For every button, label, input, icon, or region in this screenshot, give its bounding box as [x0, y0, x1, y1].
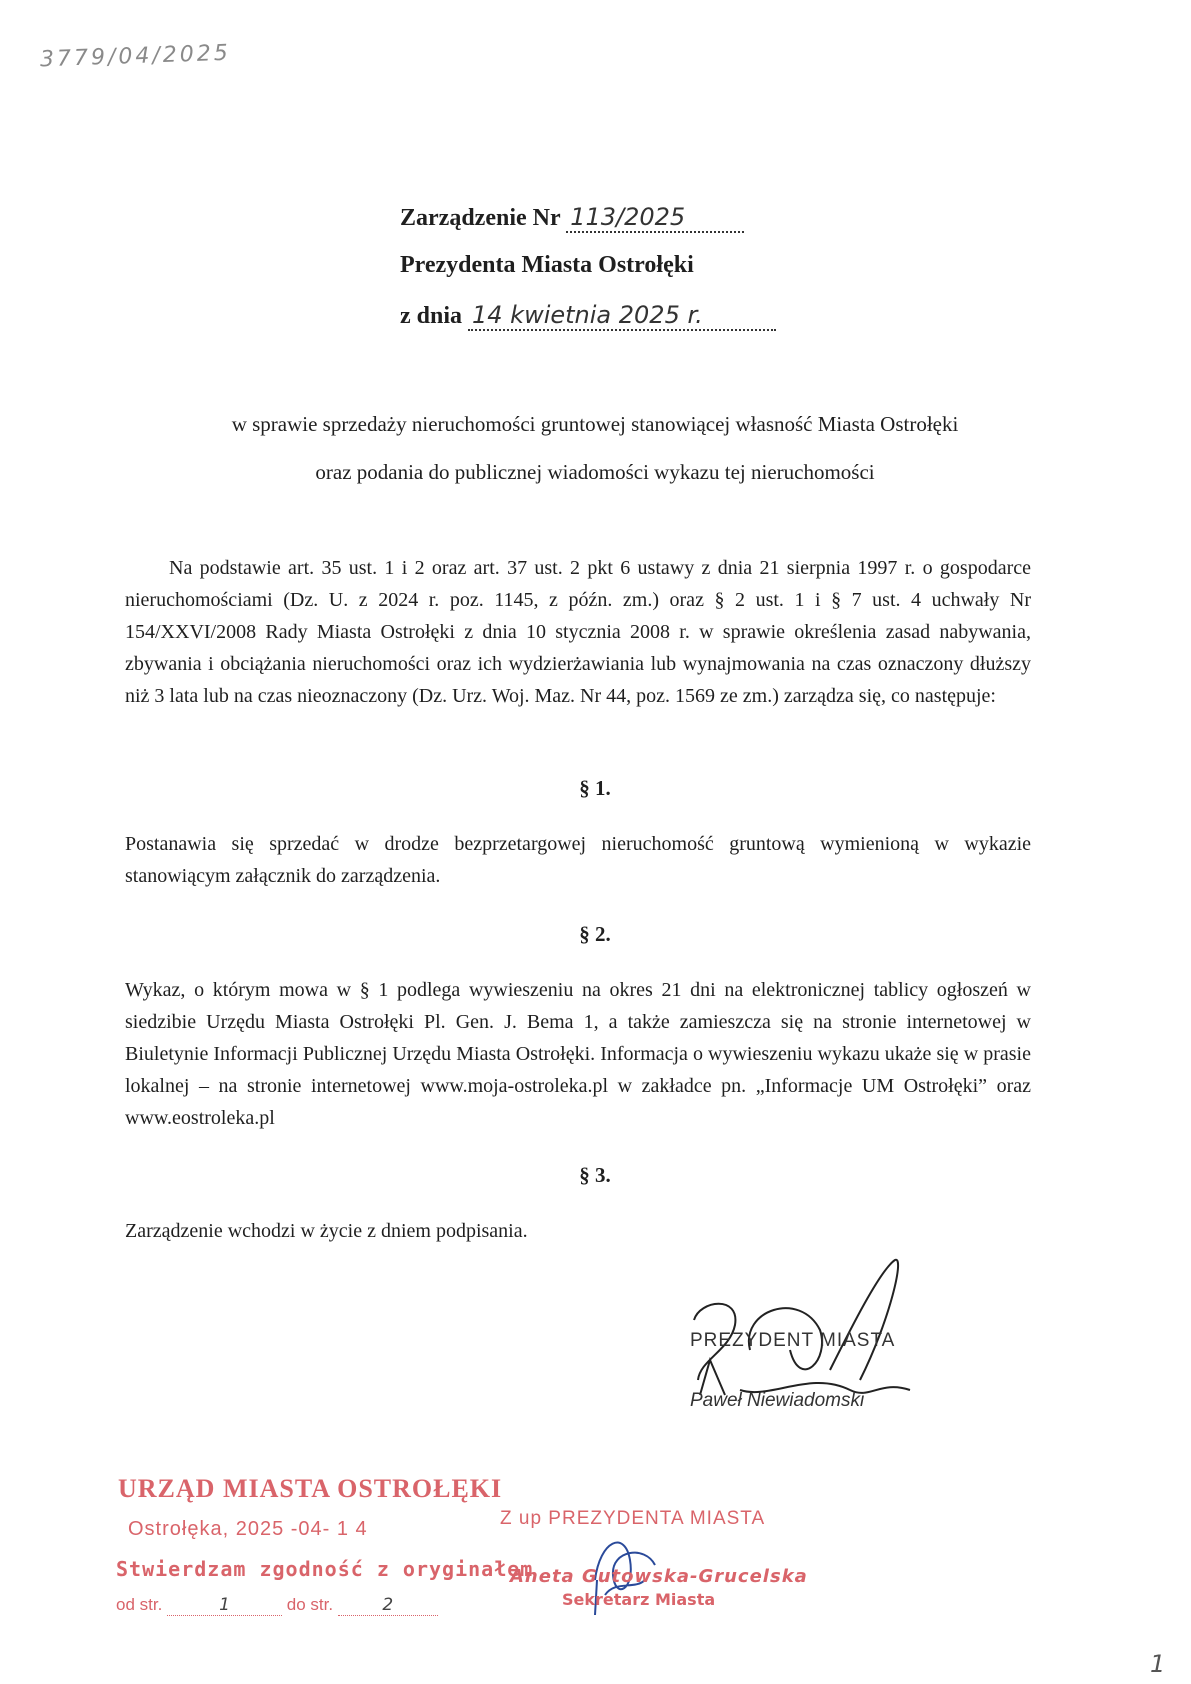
section-1-heading: § 1. [579, 776, 611, 800]
secretary-title: Sekretarz Miasta [562, 1590, 716, 1609]
ordinance-number-value: 113/2025 [566, 203, 744, 233]
section-3-heading: § 3. [579, 1163, 611, 1187]
pages-to-label: do str. [286, 1595, 334, 1614]
subject-block [100, 400, 1090, 496]
ordinance-date-line [400, 301, 776, 331]
certification-pages [116, 1595, 438, 1616]
secretary-name: Aneta Gutowska-Grucelska [510, 1566, 808, 1587]
zup-stamp: Z up PREZYDENTA MIASTA [500, 1508, 766, 1529]
mayor-stamp-name: Paweł Niewiadomski [690, 1390, 865, 1411]
pages-from-value: 1 [219, 1595, 230, 1615]
certification-text: Stwierdzam zgodność z oryginałem [116, 1557, 534, 1581]
subject-line-2: oraz podania do publicznej wiadomości wykazu tej nieruchomości [315, 460, 875, 484]
subject-line-1: w sprawie sprzedaży nieruchomości gruntowej stanowiącej własność Miasta Ostrołęki [231, 412, 959, 436]
section-1-text: Postanawia się sprzedać w drodze bezprzetargowej nieruchomość gruntową wymienioną w wykazie stanowiącym załącznik do zarządzenia. [125, 833, 1031, 887]
mayor-stamp-title: PREZYDENT MIASTA [690, 1330, 896, 1351]
ordinance-date-value: 14 kwietnia 2025 r. [468, 301, 776, 331]
section-2-heading: § 2. [579, 922, 611, 946]
ordinance-date-label: z dnia [400, 303, 463, 329]
section-3-text: Zarządzenie wchodzi w życie z dniem podpisania. [125, 1220, 528, 1242]
preamble: Na podstawie art. 35 ust. 1 i 2 oraz art. 37 ust. 2 pkt 6 ustawy z dnia 21 sierpnia 1997 r. o gospodarce nieruchomościami (Dz. U. z 2024 r. poz. 1145, z późn. zm.) oraz § 2 ust. 1 i § 7 ust. 4 uchwały Nr 154/XXVI/2008 Rady Miasta Ostrołęki z dnia 10 stycznia 2008 r. w sprawie określenia zasad nabywania, zbywania i obciążania nieruchomości oraz ich wydzierżawiania lub wynajmowania na czas oznaczony dłuższy niż 3 lata lub na czas nieoznaczony (Dz. Urz. Woj. Maz. Nr 44, poz. 1569 ze zm.) zarządza się, co następuje: [125, 557, 1031, 707]
office-stamp: URZĄD MIASTA OSTROŁĘKI [118, 1474, 503, 1503]
pages-to-value: 2 [382, 1595, 394, 1615]
section-2-text: Wykaz, o którym mowa w § 1 podlega wywieszeniu na okres 21 dni na elektronicznej tablicy ogłoszeń w siedzibie Urzędu Miasta Ostrołęki Pl. Gen. J. Bema 1, a także zamieszcza się na stronie internetowej w Biuletynie Informacji Publicznej Urzędu Miasta Ostrołęki. Informacja o wywieszeniu wykazu ukaże się w prasie lokalnej – na stronie internetowej www.moja-ostroleka.pl w zakładce pn. „Informacje UM Ostrołęki” oraz www.eostroleka.pl [125, 979, 1031, 1129]
ordinance-number-label: Zarządzenie Nr [400, 205, 561, 231]
ordinance-number-line [400, 203, 744, 233]
issuer-title: Prezydenta Miasta Ostrołęki [400, 252, 694, 278]
pages-from-label: od str. [116, 1595, 163, 1614]
registry-number: 3779/04/2025 [39, 40, 232, 73]
certification-date: Ostrołęka, 2025 -04- 1 4 [128, 1518, 368, 1540]
page-number: 1 [1150, 1650, 1166, 1678]
